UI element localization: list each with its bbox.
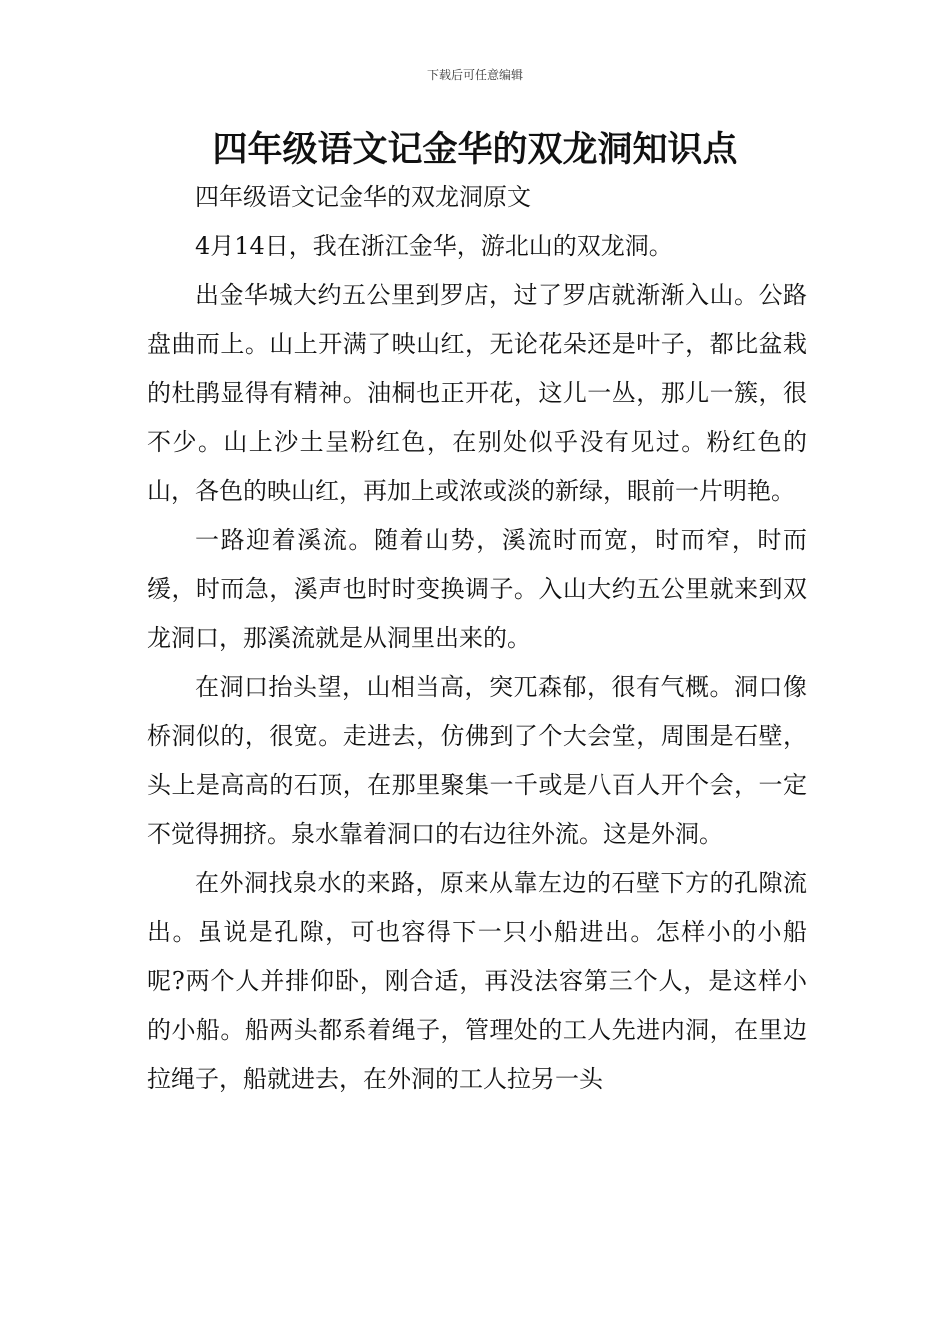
subtitle-paragraph: 四年级语文记金华的双龙洞原文 <box>195 183 531 211</box>
body-paragraph: 在外洞找泉水的来路，原来从靠左边的石壁下方的孔隙流出。虽说是孔隙，可也容得下一只小船进出。怎样小的小船呢?两个人并排仰卧，刚合适，再没法容第三个人，是这样小的小船。船两头都系着绳子，管理处的工人先进内洞，在里边拉绳子，船就进去，在外洞的工人拉另一头 <box>147 869 807 1093</box>
body-paragraph: 一路迎着溪流。随着山势，溪流时而宽，时而窄，时而缓，时而急，溪声也时时变换调子。入山大约五公里就来到双龙洞口，那溪流就是从洞里出来的。 <box>147 526 807 652</box>
document-body <box>147 173 807 1104</box>
page-header-note: 下载后可任意编辑 <box>426 68 523 82</box>
document-title: 四年级语文记金华的双龙洞知识点 <box>212 130 738 170</box>
body-paragraph: 出金华城大约五公里到罗店，过了罗店就渐渐入山。公路盘曲而上。山上开满了映山红，无论花朵还是叶子，都比盆栽的杜鹃显得有精神。油桐也正开花，这儿一丛，那儿一簇，很不少。山上沙土呈粉红色，在别处似乎没有见过。粉红色的山，各色的映山红，再加上或浓或淡的新绿，眼前一片明艳。 <box>147 281 807 505</box>
body-paragraph: 4月14日，我在浙江金华，游北山的双龙洞。 <box>195 232 673 260</box>
body-paragraph: 在洞口抬头望，山相当高，突兀森郁，很有气概。洞口像桥洞似的，很宽。走进去，仿佛到了个大会堂，周围是石壁，头上是高高的石顶，在那里聚集一千或是八百人开个会，一定不觉得拥挤。泉水靠着洞口的右边往外流。这是外洞。 <box>147 673 807 848</box>
